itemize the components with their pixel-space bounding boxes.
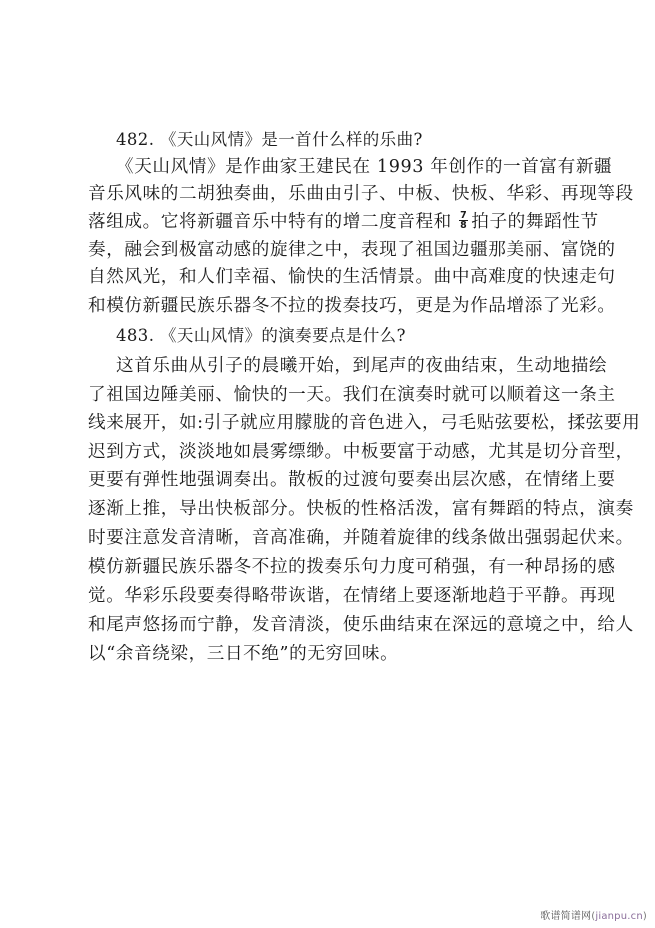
answer-482-line-5: 自然风光，和人们幸福、愉快的生活情景。曲中高难度的快速走句 (88, 267, 616, 287)
answer-483-line-2: 了祖国边陲美丽、愉快的一天。我们在演奏时就可以顺着这一条主 (88, 385, 616, 405)
answer-482-line-3-after: 拍子的舞蹈性节 (471, 212, 599, 232)
answer-483-line-4: 迟到方式，淡淡地如晨雾缥缈。中板要富于动感，尤其是切分音型， (88, 442, 634, 462)
question-483-title: 483. 《天山风情》的演奏要点是什么? (116, 326, 406, 345)
time-signature-fraction (459, 211, 468, 230)
answer-483-line-11: 以“余音绕梁，三日不绝”的无穷回味。 (88, 644, 399, 664)
answer-483-line-1: 这首乐曲从引子的晨曦开始，到尾声的夜曲结束，生动地描绘 (116, 356, 608, 376)
answer-482-line-6: 和模仿新疆民族乐器冬不拉的拨奏技巧，更是为作品增添了光彩。 (88, 296, 616, 316)
answer-483-line-3: 线来展开，如:引子就应用朦胧的音色进入，弓毛贴弦要松，揉弦要用 (88, 413, 641, 433)
watermark-site-name: 歌谱简谱网 (540, 911, 592, 922)
watermark-bracket-close: ) (642, 911, 647, 922)
answer-482-line-3-before: 落组成。它将新疆音乐中特有的增二度音程和 (88, 212, 459, 232)
answer-483-line-6: 逐渐上推，导出快板部分。快板的性格活泼，富有舞蹈的特点，演奏 (88, 499, 634, 519)
time-signature-numerator: 7 (460, 209, 468, 221)
answer-483-line-5: 更要有弹性地强调奏出。散板的过渡句要奏出层次感，在情绪上要 (88, 470, 616, 490)
answer-482-line-1: 《天山风情》是作曲家王建民在 1993 年创作的一首富有新疆 (116, 157, 613, 177)
answer-482-line-2: 音乐风味的二胡独奏曲，乐曲由引子、中板、快板、华彩、再现等段 (88, 184, 634, 204)
question-482-title: 482. 《天山风情》是一首什么样的乐曲? (116, 130, 423, 149)
watermark (540, 907, 647, 922)
answer-483-line-10: 和尾声悠扬而宁静，发音清淡，使乐曲结束在深远的意境之中，给人 (88, 615, 634, 635)
answer-482-line-3 (88, 210, 599, 234)
watermark-site-domain: jianpu.cn (595, 911, 643, 922)
time-signature-denominator: 8 (460, 219, 468, 231)
answer-483-line-8: 模仿新疆民族乐器冬不拉的拨奏乐句力度可稍强，有一种昂扬的感 (88, 557, 616, 577)
answer-483-line-9: 觉。华彩乐段要奏得略带诙谐，在情绪上要逐渐地趋于平静。再现 (88, 586, 616, 606)
answer-482-line-4: 奏，融会到极富动感的旋律之中，表现了祖国边疆那美丽、富饶的 (88, 240, 616, 260)
answer-483-line-7: 时要注意发音清晰，音高准确，并随着旋律的线条做出强弱起伏来。 (88, 528, 634, 548)
watermark-bracket-open: ( (591, 911, 596, 922)
